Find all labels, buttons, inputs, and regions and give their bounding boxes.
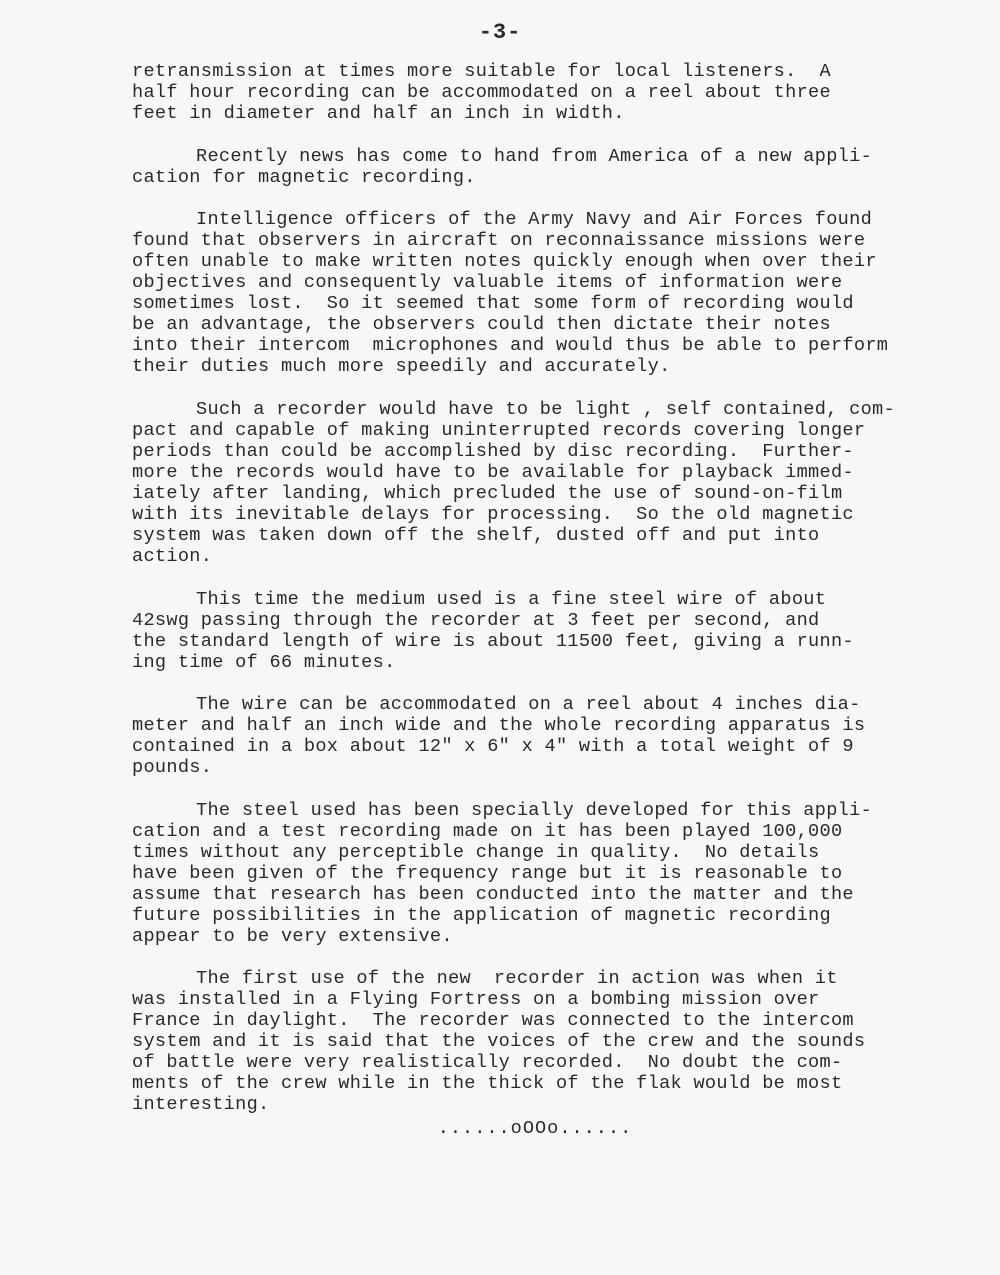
text-line: ing time of 66 minutes. <box>132 652 396 673</box>
text-line: The steel used has been specially developed for this appli- <box>196 800 873 821</box>
text-line: retransmission at times more suitable for local listeners. A <box>132 61 831 82</box>
text-line: The wire can be accommodated on a reel about 4 inches dia- <box>196 694 861 715</box>
text-line: often unable to make written notes quickly enough when over their <box>132 251 877 272</box>
text-line: appear to be very extensive. <box>132 926 453 947</box>
text-line: iately after landing, which precluded the use of sound-on-film <box>132 483 843 504</box>
paragraph-5 <box>132 589 854 673</box>
paragraph-8 <box>132 968 865 1115</box>
paragraph-2 <box>132 146 872 188</box>
text-line: objectives and consequently valuable items of information were <box>132 272 843 293</box>
text-line: periods than could be accomplished by disc recording. Further- <box>132 441 854 462</box>
text-line: cation and a test recording made on it has been played 100,000 <box>132 821 843 842</box>
text-line: system and it is said that the voices of the crew and the sounds <box>132 1031 866 1052</box>
text-line: times without any perceptible change in quality. No details <box>132 842 820 863</box>
text-line: more the records would have to be available for playback immed- <box>132 462 854 483</box>
text-line: with its inevitable delays for processing. So the old magnetic <box>132 504 854 525</box>
paragraph-1 <box>132 61 831 124</box>
text-line: of battle were very realistically recorded. No doubt the com- <box>132 1052 843 1073</box>
text-line: This time the medium used is a fine steel wire of about <box>196 589 827 610</box>
text-line: half hour recording can be accommodated on a reel about three <box>132 82 831 103</box>
text-line: have been given of the frequency range but it is reasonable to <box>132 863 843 884</box>
text-line: feet in diameter and half an inch in width. <box>132 103 625 124</box>
text-line: the standard length of wire is about 11500 feet, giving a runn- <box>132 631 854 652</box>
text-line: found that observers in aircraft on reconnaissance missions were <box>132 230 866 251</box>
text-line: ments of the crew while in the thick of the flak would be most <box>132 1073 843 1094</box>
text-line: their duties much more speedily and accurately. <box>132 356 671 377</box>
text-line: pounds. <box>132 757 213 778</box>
text-line: was installed in a Flying Fortress on a bombing mission over <box>132 989 820 1010</box>
text-line: Recently news has come to hand from America of a new appli- <box>196 146 873 167</box>
text-line: assume that research has been conducted into the matter and the <box>132 884 854 905</box>
text-line: system was taken down off the shelf, dusted off and put into <box>132 525 820 546</box>
text-line: The first use of the new recorder in action was when it <box>196 968 838 989</box>
closing-ornament: ......oOOo...... <box>437 1118 633 1139</box>
paragraph-7 <box>132 800 872 947</box>
paragraph-3 <box>132 209 888 377</box>
text-line: cation for magnetic recording. <box>132 167 476 188</box>
text-line: action. <box>132 546 213 567</box>
text-line: future possibilities in the application of magnetic recording <box>132 905 831 926</box>
text-line: Such a recorder would have to be light , self contained, com- <box>196 399 895 420</box>
text-line: France in daylight. The recorder was connected to the intercom <box>132 1010 854 1031</box>
paragraph-4 <box>132 399 895 567</box>
text-line: meter and half an inch wide and the whole recording apparatus is <box>132 715 866 736</box>
text-line: contained in a box about 12" x 6" x 4" with a total weight of 9 <box>132 736 854 757</box>
text-line: interesting. <box>132 1094 270 1115</box>
text-line: into their intercom microphones and would thus be able to perform <box>132 335 889 356</box>
text-line: 42swg passing through the recorder at 3 feet per second, and <box>132 610 820 631</box>
paragraph-6 <box>132 694 865 778</box>
text-line: be an advantage, the observers could then dictate their notes <box>132 314 831 335</box>
text-line: pact and capable of making uninterrupted records covering longer <box>132 420 866 441</box>
text-line: Intelligence officers of the Army Navy and Air Forces found <box>196 209 873 230</box>
page-number: -3- <box>478 20 522 45</box>
text-line: sometimes lost. So it seemed that some form of recording would <box>132 293 854 314</box>
